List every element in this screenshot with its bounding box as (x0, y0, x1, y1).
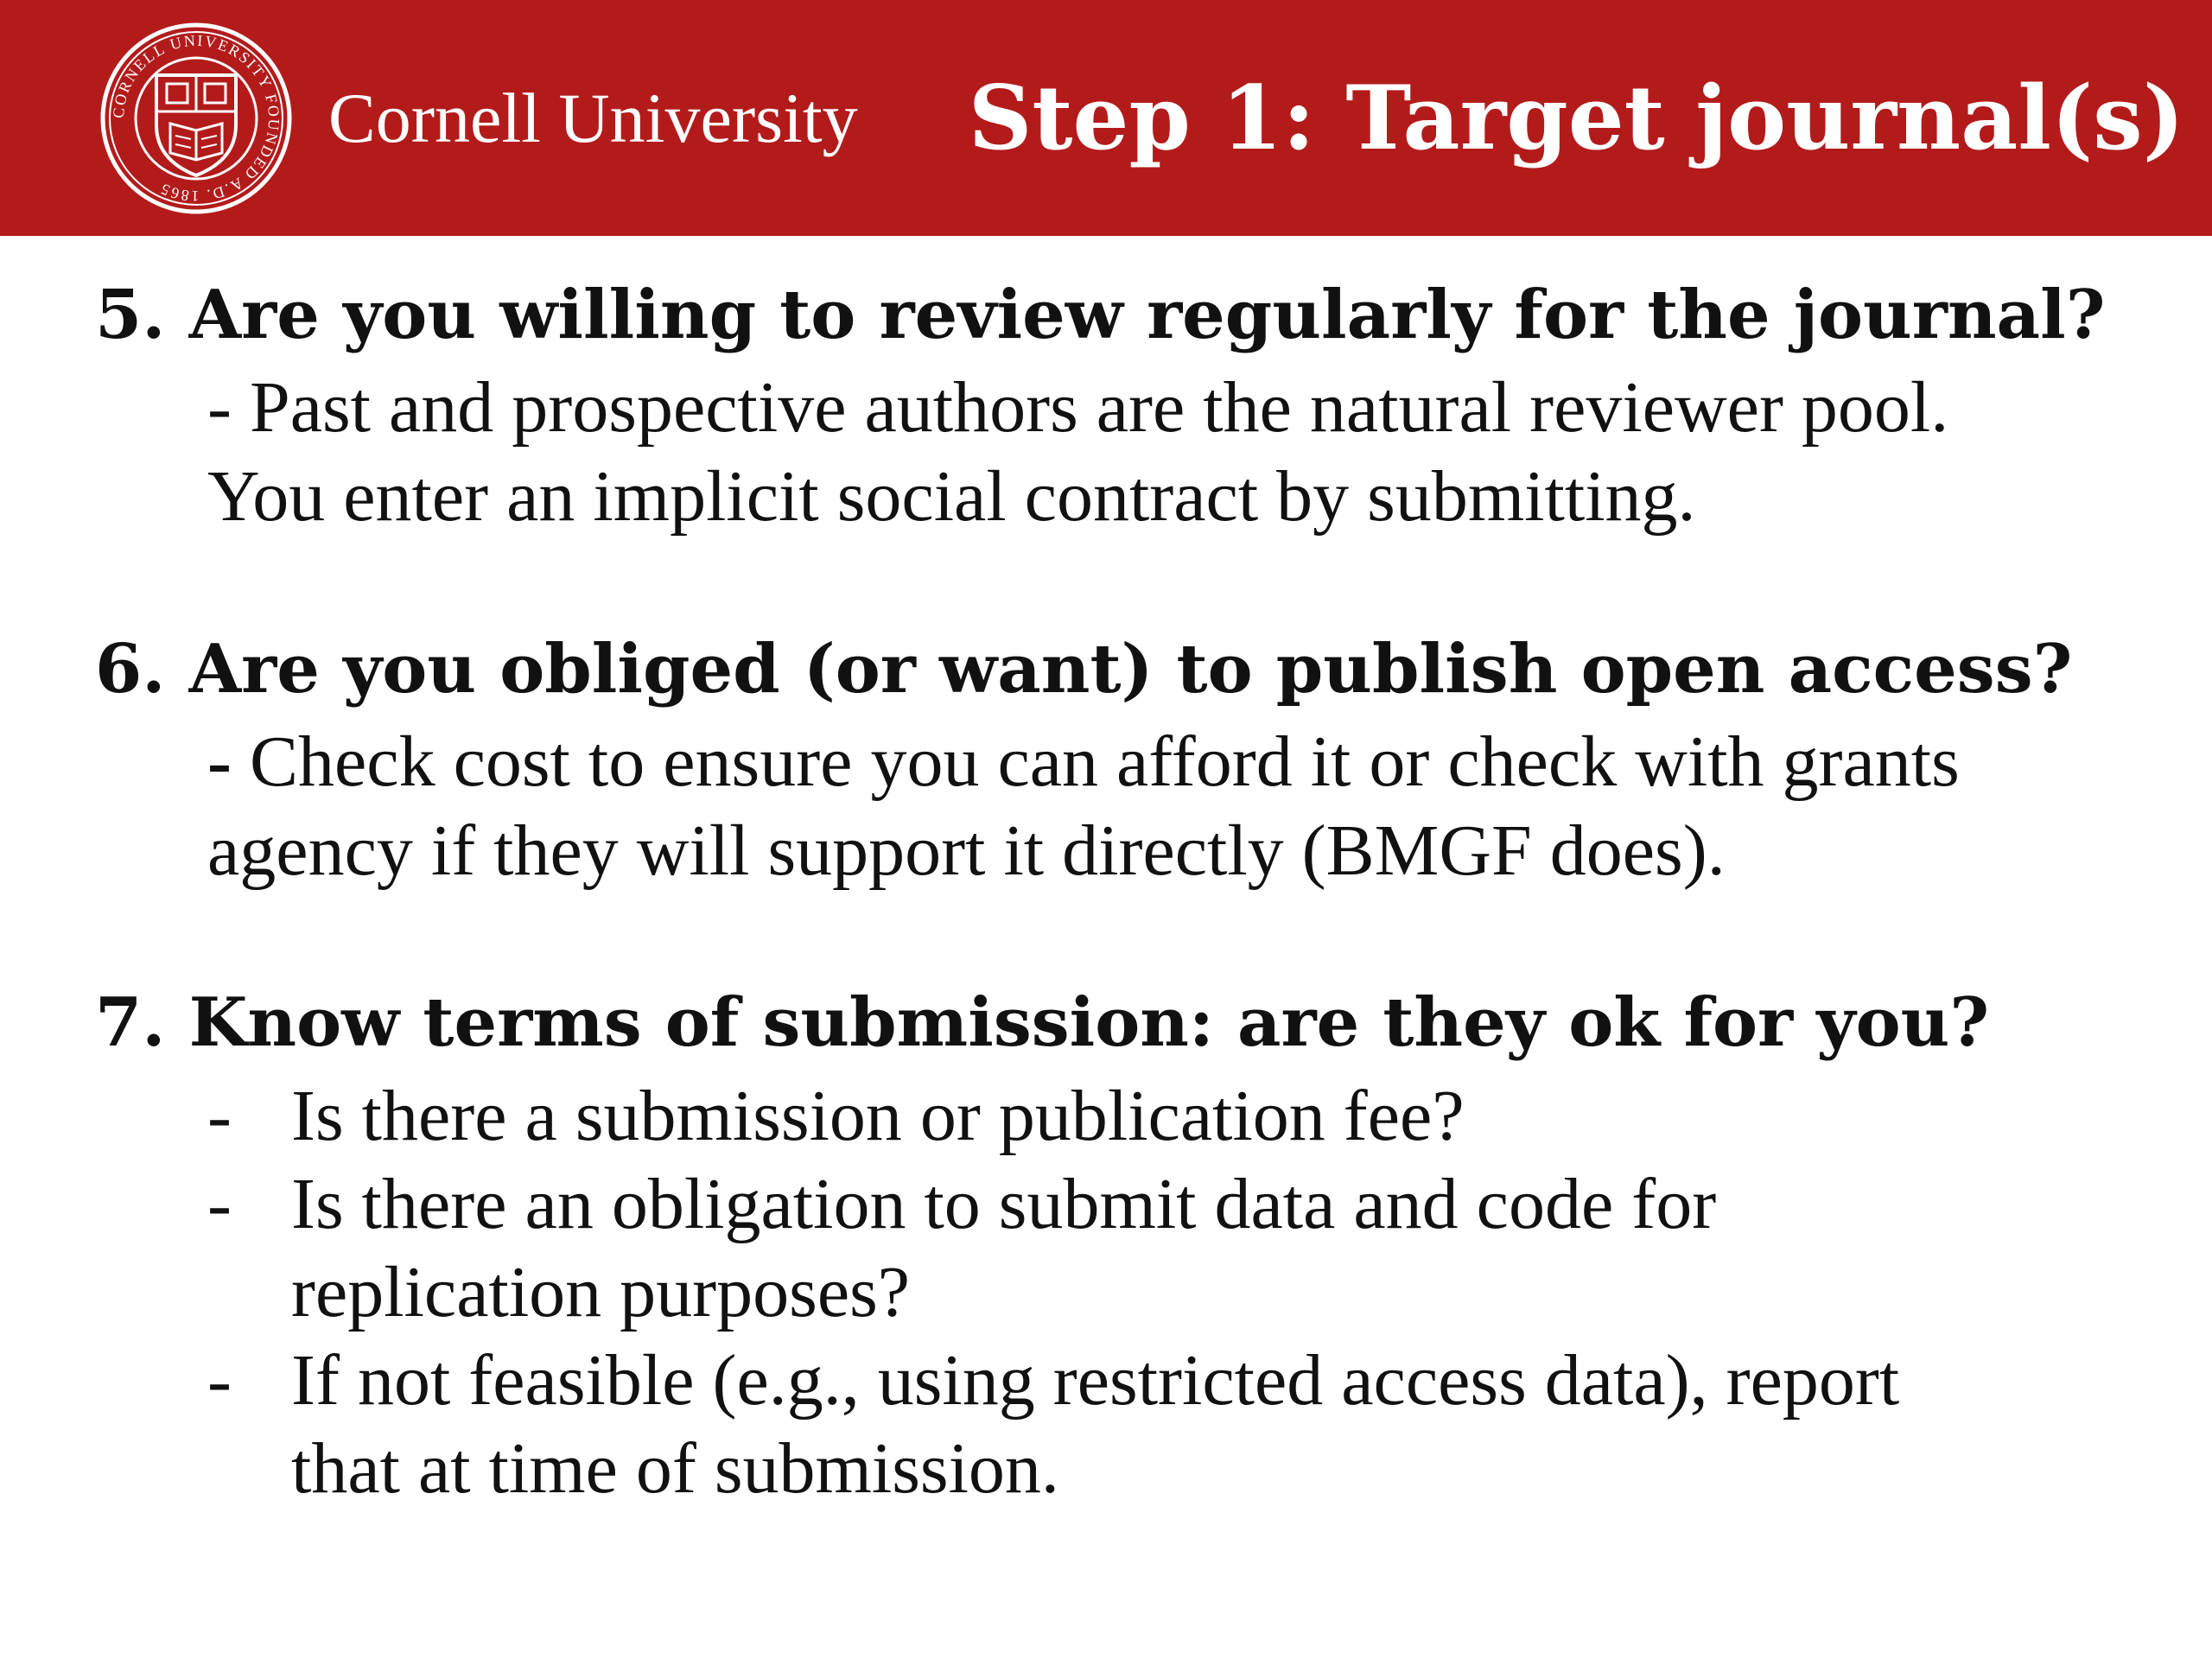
question-5-heading: 5. Are you willing to review regularly for the journal? (95, 276, 2106, 354)
question-7-heading: 7. Know terms of submission: are they ok for you? (95, 983, 1990, 1062)
svg-text:CORNELL UNIVERSITY FOUNDED A.D: CORNELL UNIVERSITY FOUNDED A.D. 1865 (109, 31, 283, 206)
question-5-line-1: - Past and prospective authors are the natural reviewer pool. (207, 367, 1949, 448)
question-6-line-1-text: Check cost to ensure you can afford it or check with grants (231, 721, 1960, 802)
university-wordmark: Cornell University (328, 79, 858, 157)
bullet-dash-1: - (207, 1076, 232, 1156)
bullet-dash-3: - (207, 1340, 232, 1421)
bullet-3-line-2: that at time of submission. (291, 1428, 1059, 1509)
slide-title: Step 1: Target journal(s) (968, 67, 2184, 170)
question-5-line-2: You enter an implicit social contract by submitting. (207, 456, 1696, 537)
bullet-1-line-1: Is there a submission or publication fee? (291, 1076, 1465, 1156)
bullet-dash-2: - (207, 1164, 232, 1244)
question-6-dash: - (207, 721, 232, 802)
bullet-2-line-1: Is there an obligation to submit data and code for (291, 1164, 1717, 1244)
question-6-line-1 (207, 721, 1960, 802)
bullet-2-line-2: replication purposes? (291, 1252, 911, 1332)
bullet-3-line-1: If not feasible (e.g., using restricted access data), report (291, 1340, 1900, 1421)
question-6-line-2: agency if they will support it directly (BMGF does). (207, 810, 1726, 891)
question-6-heading: 6. Are you obliged (or want) to publish open access? (95, 630, 2073, 709)
